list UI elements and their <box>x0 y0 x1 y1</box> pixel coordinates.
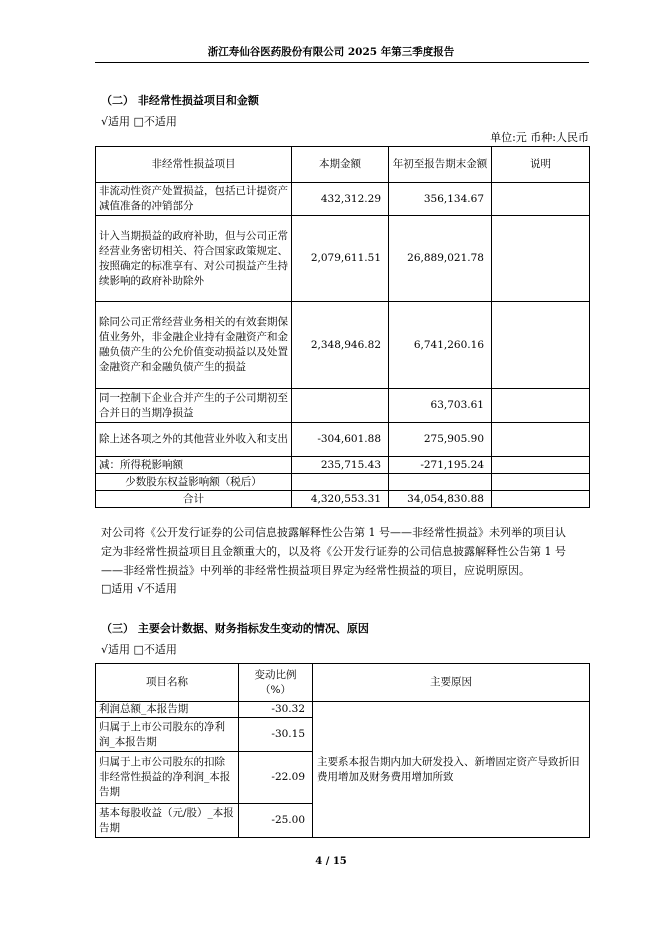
row-current: 235,715.43 <box>292 457 389 474</box>
row-ytd: -271,195.24 <box>389 457 492 474</box>
row-item: 少数股东权益影响额（税后） <box>96 474 292 491</box>
row-ytd <box>389 474 492 491</box>
explanation-paragraph-line: ——非经常性损益》中列举的非经常性损益项目界定为经常性损益的项目，应说明原因。 <box>101 564 530 577</box>
row-ytd-total: 34,054,830.88 <box>389 491 492 508</box>
row-note <box>492 183 590 216</box>
row-note <box>492 457 590 474</box>
row-item: 减：所得税影响额 <box>96 457 292 474</box>
table-row <box>96 423 590 457</box>
row-ytd: 6,741,260.16 <box>389 302 492 389</box>
row-item: 非流动性资产处置损益，包括已计提资产减值准备的冲销部分 <box>96 183 292 216</box>
row-current-total: 4,320,553.31 <box>292 491 389 508</box>
col-header-current: 本期金额 <box>292 147 389 183</box>
col-header-main-reason: 主要原因 <box>313 664 590 702</box>
row-current: -304,601.88 <box>292 423 389 457</box>
explanation-applicability: □适用 √不适用 <box>101 582 177 595</box>
table-header-row <box>96 147 590 183</box>
table-row <box>96 216 590 302</box>
col-header-item: 非经常性损益项目 <box>96 147 292 183</box>
non-recurring-items-table <box>95 146 590 508</box>
row-item: 除同公司正常经营业务相关的有效套期保值业务外，非金融企业持有金融资产和金融负债产生的公允价值变动损益以及处置金融资产和金融负债产生的损益 <box>96 302 292 389</box>
row-current: 2,348,946.82 <box>292 302 389 389</box>
row-item: 计入当期损益的政府补助，但与公司正常经营业务密切相关、符合国家政策规定、按照确定的标准享有、对公司损益产生持续影响的政府补助除外 <box>96 216 292 302</box>
col-header-item-name: 项目名称 <box>96 664 239 702</box>
unit-currency-line: 单位:元 币种:人民币 <box>490 131 589 144</box>
explanation-paragraph-line: 定为非经常性损益项目且金额重大的，以及将《公开发行证券的公司信息披露解释性公告第 1 号 <box>101 545 566 558</box>
row-item: 同一控制下企业合并产生的子公司期初至合并日的当期净损益 <box>96 389 292 423</box>
row-current <box>292 389 389 423</box>
header-divider <box>95 62 589 63</box>
col-header-note: 说明 <box>492 147 590 183</box>
row-ytd: 26,889,021.78 <box>389 216 492 302</box>
row-item-total: 合计 <box>96 491 292 508</box>
row-note <box>492 302 590 389</box>
row-ratio: -30.15 <box>239 718 313 752</box>
report-header-title: 浙江寿仙谷医药股份有限公司 2025 年第三季度报告 <box>207 46 455 58</box>
row-item: 利润总额_本报告期 <box>96 702 239 718</box>
section2-title: （二） 非经常性损益项目和金额 <box>101 94 259 107</box>
table-row <box>96 702 590 718</box>
change-reasons-table <box>95 663 590 838</box>
table-header-row <box>96 664 590 702</box>
row-note <box>492 216 590 302</box>
table-row <box>96 457 590 474</box>
table-total-row <box>96 491 590 508</box>
row-ratio: -22.09 <box>239 752 313 804</box>
row-item: 除上述各项之外的其他营业外收入和支出 <box>96 423 292 457</box>
col-header-ytd: 年初至报告期末金额 <box>389 147 492 183</box>
row-note <box>492 389 590 423</box>
row-note <box>492 491 590 508</box>
row-ytd: 275,905.90 <box>389 423 492 457</box>
col-header-change-ratio: 变动比例（%） <box>239 664 313 702</box>
row-ytd: 63,703.61 <box>389 389 492 423</box>
main-reason-cell: 主要系本报告期内加大研发投入、新增固定资产导致折旧费用增加及财务费用增加所致 <box>313 702 590 838</box>
explanation-paragraph-line: 对公司将《公开发行证券的公司信息披露解释性公告第 1 号——非经常性损益》未列举的项目认 <box>101 526 566 539</box>
section3-title: （三） 主要会计数据、财务指标发生变动的情况、原因 <box>101 622 369 635</box>
row-ratio: -25.00 <box>239 804 313 838</box>
section2-applicability: √适用 □不适用 <box>101 115 177 128</box>
section3-applicability: √适用 □不适用 <box>101 643 177 656</box>
table-row <box>96 474 590 491</box>
table-row <box>96 389 590 423</box>
row-ytd: 356,134.67 <box>389 183 492 216</box>
row-item: 基本每股收益（元/股）_本报告期 <box>96 804 239 838</box>
row-item: 归属于上市公司股东的扣除非经常性损益的净利润_本报告期 <box>96 752 239 804</box>
row-current: 432,312.29 <box>292 183 389 216</box>
row-note <box>492 474 590 491</box>
row-current <box>292 474 389 491</box>
row-note <box>492 423 590 457</box>
table-row <box>96 183 590 216</box>
row-ratio: -30.32 <box>239 702 313 718</box>
row-current: 2,079,611.51 <box>292 216 389 302</box>
page-number: 4 / 15 <box>315 856 347 867</box>
table-row <box>96 302 590 389</box>
row-item: 归属于上市公司股东的净利润_本报告期 <box>96 718 239 752</box>
